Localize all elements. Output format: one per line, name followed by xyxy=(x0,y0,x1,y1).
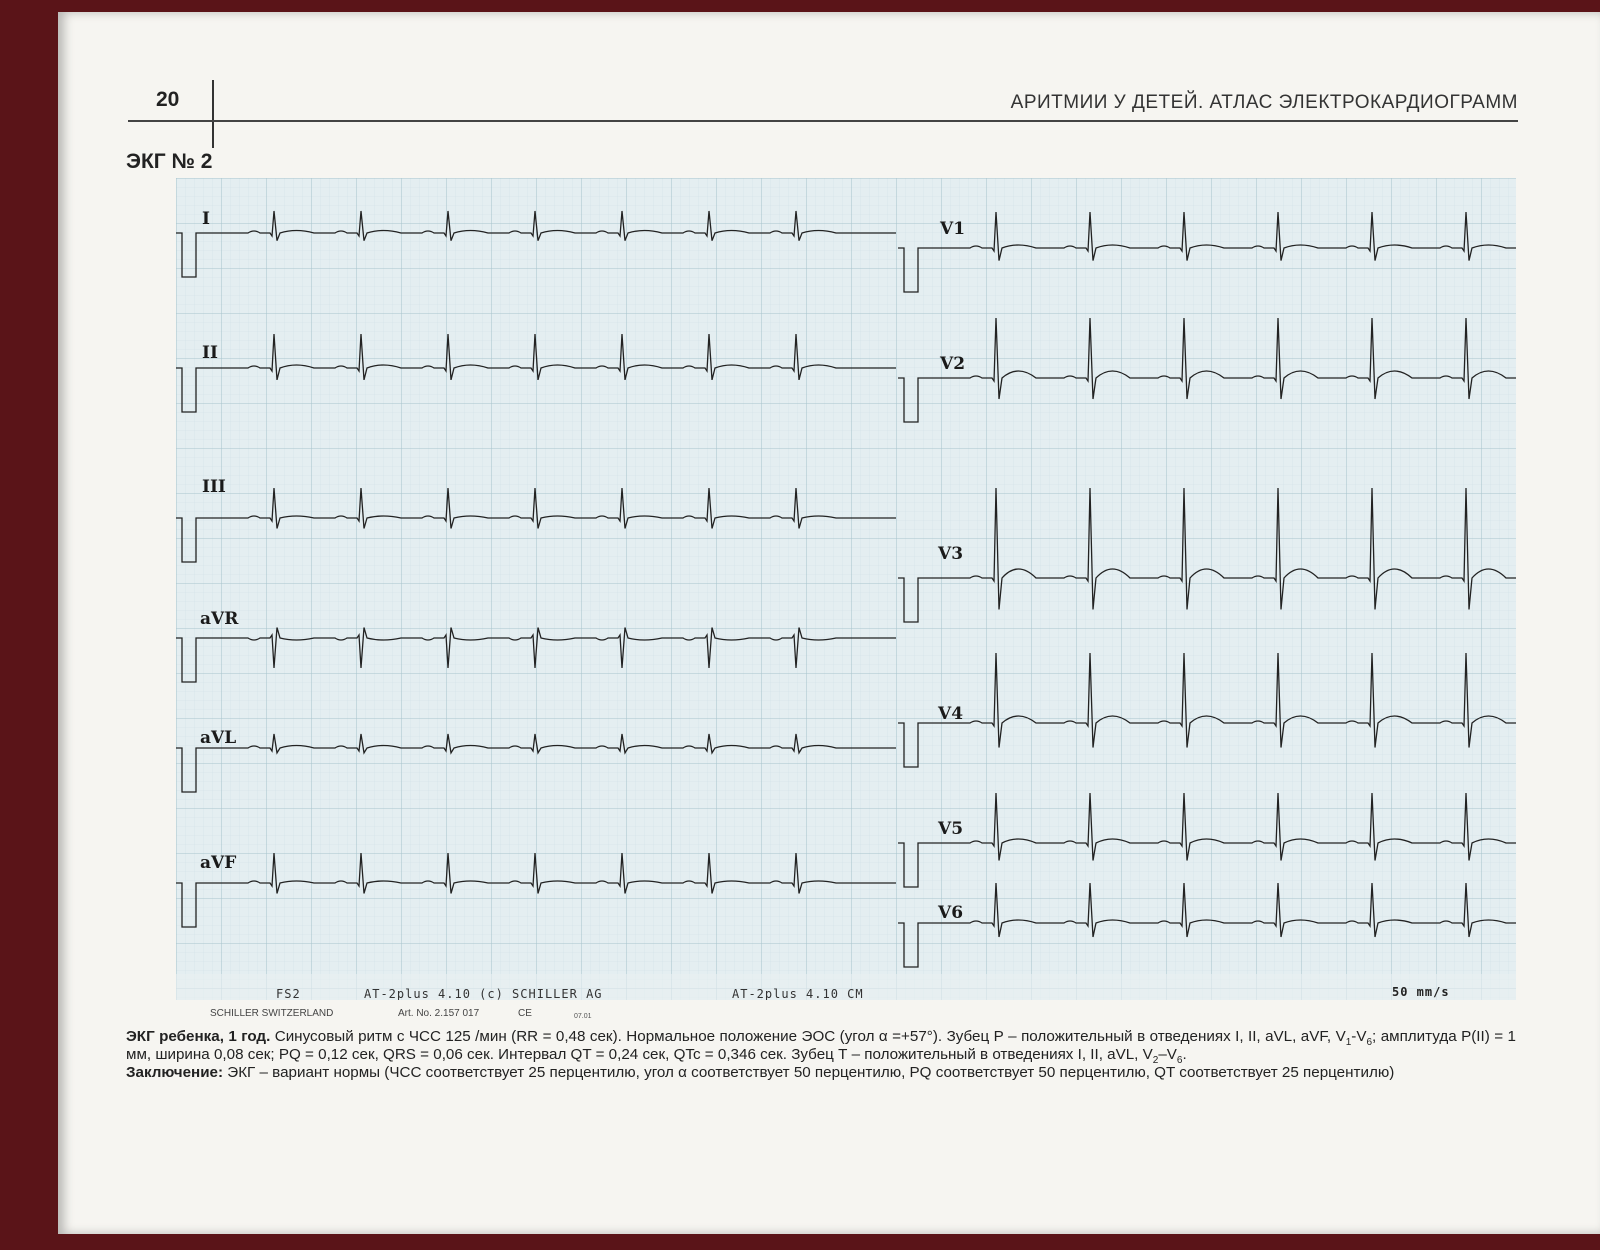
lead-label-avf: aVF xyxy=(200,853,237,873)
caption-v: V xyxy=(1335,1028,1346,1045)
header-rule xyxy=(128,120,1518,122)
lead-label-v2: V2 xyxy=(940,354,966,374)
grid-pattern xyxy=(176,178,1516,1000)
device-code: FS2 xyxy=(276,987,301,1000)
caption-dash: –V xyxy=(1158,1046,1177,1063)
art-number: Art. No. 2.157 017 xyxy=(398,1008,480,1019)
lead-label-avr: aVR xyxy=(200,609,239,629)
figure-caption xyxy=(126,1028,1516,1082)
caption-text-1: Синусовый ритм с ЧСС 125 /мин (RR = 0,48 сек). Нормальное положение ЭОС (угол α =+57°). Зубец Р – положительный в отведениях I, II, aVL, aVF, xyxy=(270,1028,1336,1045)
conclusion-label: Заключение: xyxy=(126,1064,224,1081)
ecg-title: ЭКГ № 2 xyxy=(126,150,213,173)
caption-paragraph xyxy=(126,1028,1516,1067)
ecg-graph xyxy=(176,178,1516,1000)
page-number: 20 xyxy=(156,88,180,111)
caption-title: ЭКГ ребенка, 1 год. xyxy=(126,1028,271,1045)
lead-label-iii: III xyxy=(202,477,226,497)
conclusion-paragraph xyxy=(126,1064,1516,1082)
paper-imprint xyxy=(208,1002,708,1024)
header-divider xyxy=(212,80,214,148)
ecg-strip xyxy=(176,178,1516,1000)
book-page xyxy=(58,12,1600,1234)
caption-dash: -V xyxy=(1351,1028,1367,1045)
paper-speed: 50 mm/s xyxy=(1392,985,1450,999)
lead-label-avl: aVL xyxy=(200,728,237,748)
device-version: AT-2plus 4.10 (c) SCHILLER AG xyxy=(364,987,603,1000)
caption-text-2: ; амплитуда P(II) = 1 мм, ширина 0,08 сек; PQ = 0,12 сек, QRS = 0,06 сек. Интервал QT = 0,24 сек, QTc = 0,346 сек. Зубец Т – положительный в отведениях I, II, aVL, V xyxy=(126,1028,1516,1063)
lead-label-v4: V4 xyxy=(938,704,964,724)
lead-label-v6: V6 xyxy=(938,903,964,923)
lead-label-i: I xyxy=(202,209,210,229)
caption-sub: 2 xyxy=(1152,1055,1159,1067)
caption-text-3: . xyxy=(1182,1046,1187,1063)
lead-label-v5: V5 xyxy=(938,819,964,839)
caption-sub: 6 xyxy=(1366,1037,1373,1049)
running-head: АРИТМИИ У ДЕТЕЙ. АТЛАС ЭЛЕКТРОКАРДИОГРАММ xyxy=(1010,92,1518,113)
print-code: 07.01 xyxy=(574,1013,592,1020)
conclusion-text: ЭКГ – вариант нормы (ЧСС соответствует 25 перцентилю, угол α соответствует 50 перцентилю, PQ соответствует 50 перцентилю, QT соответствует 25 перцентилю) xyxy=(223,1064,1395,1081)
caption-sub: 1 xyxy=(1345,1037,1352,1049)
lead-label-ii: II xyxy=(202,343,218,363)
manufacturer-label: SCHILLER SWITZERLAND xyxy=(210,1008,334,1019)
caption-sub: 6 xyxy=(1176,1055,1183,1067)
device-version-2: AT-2plus 4.10 CM xyxy=(732,987,864,1000)
lead-label-v3: V3 xyxy=(938,544,964,564)
lead-label-v1: V1 xyxy=(940,219,966,239)
ce-mark: CE xyxy=(518,1008,532,1019)
